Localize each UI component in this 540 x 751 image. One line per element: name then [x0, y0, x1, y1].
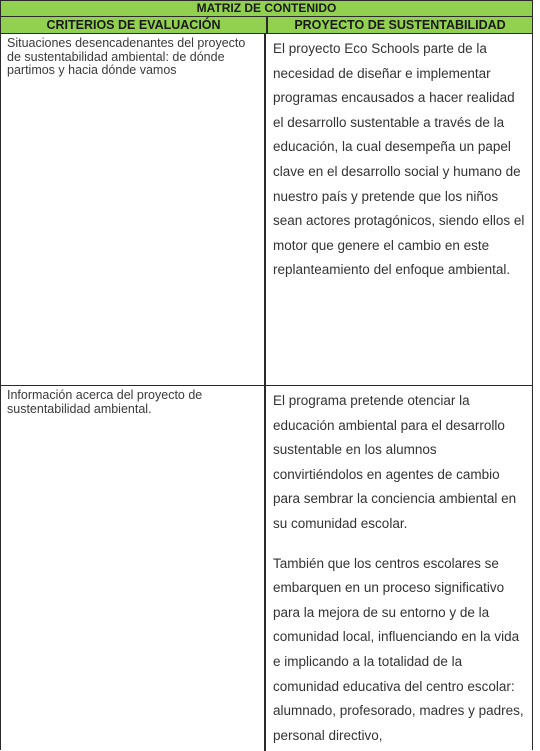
header-evaluation-criteria: CRITERIOS DE EVALUACIÓN	[1, 17, 268, 33]
header-sustainability-project: PROYECTO DE SUSTENTABILIDAD	[294, 18, 506, 32]
description-paragraph: El proyecto Eco Schools parte de la necesidad de diseñar e implementar programas encausados a hacer realidad el desarrollo sustentable a través de la educación, la cual desempeña un papel clave en el desarrollo social y humano de nuestro país y pretende que los niños sean actores protagónicos, siendo ellos el motor que genere el cambio en este replanteamiento del enfoque ambiental.	[273, 41, 525, 278]
column-header-row	[1, 17, 532, 34]
table-row	[1, 34, 532, 386]
description-paragraph: También que los centros escolares se embarquen en un proceso significativo para la mejora de su entorno y de la comunidad local, influenciando en la vida e implicando a la totalidad de la comunidad educativa del centro escolar: alumnado, profesorado, madres y padres, personal directivo,	[273, 555, 524, 743]
table-row	[1, 386, 532, 751]
criterion-text: Información acerca del proyecto de sustentabilidad ambiental.	[7, 388, 203, 416]
criterion-cell	[1, 34, 266, 385]
criterion-text: Situaciones desencadenantes del proyecto de sustentabilidad ambiental: de dónde partimos y hacia dónde vamos	[7, 36, 246, 77]
description-paragraph: El programa pretende otenciar la educación ambiental para el desarrollo sustentable en los alumnos convirtiéndolos en agentes de cambio para sembrar la conciencia ambiental en su comunidad escolar.	[273, 393, 517, 531]
matrix-title: MATRIZ DE CONTENIDO	[1, 1, 532, 17]
project-description-cell	[268, 34, 532, 385]
criterion-cell	[1, 386, 266, 751]
project-description-cell	[268, 386, 532, 751]
